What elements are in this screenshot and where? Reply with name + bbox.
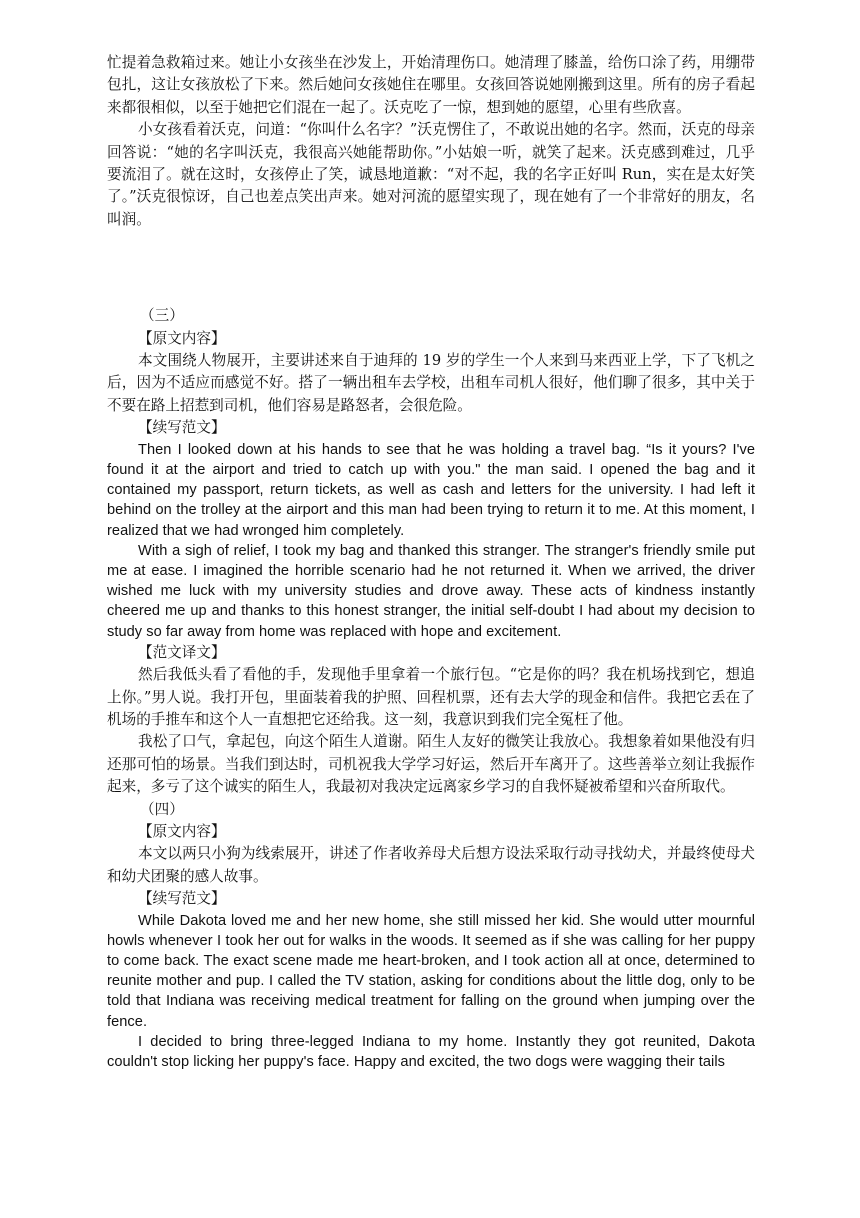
story-paragraph-1: 忙提着急救箱过来。她让小女孩坐在沙发上，开始清理伤口。她清理了膝盖，给伤口涂了药，用绷带包扎，这让女孩放松了下来。然后她问女孩她住在哪里。女孩回答说她刚搬到这里。所有的房子看起来都很相似，以至于她把它们混在一起了。沃克吃了一惊，想到她的愿望，心里有些欣喜。: [107, 54, 755, 116]
original-summary-paragraph-4: 本文以两只小狗为线索展开，讲述了作者收养母犬后想方设法采取行动寻找幼犬，并最终使母犬和幼犬团聚的感人故事。: [107, 845, 755, 885]
section-gap: [107, 231, 755, 305]
model-essay-paragraph-2: With a sigh of relief, I took my bag and thanked this stranger. The stranger's friendly smile put me at ease. I imagined the horrible scenario had he not returned it. When we arrived, the driver wished me luck with my university studies and drove away. These acts of kindness instantly cheered me up and thanks to this honest stranger, the initial self-doubt I had about my decision to study so far away from home was replaced with hope and excitement.: [107, 542, 755, 640]
section-number-4: （四）: [140, 800, 184, 818]
heading-model-translation: 【范文译文】: [138, 643, 226, 661]
model-essay-paragraph-1: Then I looked down at his hands to see that he was holding a travel bag. “Is it yours? I've found it at the airport and tried to catch up with you." the man said. I opened the bag and it contained my passport, return tickets, as well as cash and letters for the university. I had left it behind on the trolley at the airport and this man had been trying to return it to me. At this moment, I realized that we had wronged him completely.: [107, 441, 755, 539]
document-page: [107, 52, 755, 1072]
translation-paragraph-1: 然后我低头看了看他的手，发现他手里拿着一个旅行包。“它是你的吗？我在机场找到它，想追上你。”男人说。我打开包，里面装着我的护照、回程机票，还有去大学的现金和信件。我把它丢在了 机场的手推车和这个人一直想把它还给我。这一刻，我意识到我们完全冤枉了他。: [107, 666, 755, 728]
model-essay-paragraph-4-1: While Dakota loved me and her new home, she still missed her kid. She would utter mournful howls whenever I took her out for walks in the woods. It seemed as if she was calling for her puppy to come back. The exact scene made me heart-broken, and I took action all at once, determined to reunite mother and pup. I called the TV station, asking for conditions about the little dog, only to be told that Indiana was receiving medical treatment for falling on the ground when jumping over the fence.: [107, 912, 755, 1030]
heading-model-continuation-4: 【续写范文】: [138, 890, 226, 908]
story-paragraph-2: 小女孩看着沃克，问道：“你叫什么名字？”沃克愣住了，不敢说出她的名字。然而，沃克的母亲回答说：“她的名字叫沃克，我很高兴她能帮助你。”小姑娘一听，就笑了起来。沃克感到难过，几乎要流泪了。就在这时，女孩停止了笑，诚恳地道歉：“对不起，我的名字正好叫 Run，实在是太好笑了。”沃克很惊讶，自己也差点笑出声来。她对河流的愿望实现了，现在她有了一个非常好的朋友，名叫润。: [107, 121, 755, 228]
translation-paragraph-2: 我松了口气，拿起包，向这个陌生人道谢。陌生人友好的微笑让我放心。我想象着如果他没有归还那可怕的场景。当我们到达时，司机祝我大学学习好运，然后开车离开了。这些善举立刻让我振作起来，多亏了这个诚实的陌生人，我最初对我决定远离家乡学习的自我怀疑被希望和兴奋所取代。: [107, 733, 755, 796]
model-essay-paragraph-4-2: I decided to bring three-legged Indiana to my home. Instantly they got reunited, Dakota couldn't stop licking her puppy's face. Happy and excited, the two dogs were wagging their tails: [107, 1033, 755, 1071]
section-number-3: （三）: [140, 307, 184, 325]
heading-original-content-4: 【原文内容】: [138, 822, 226, 840]
original-summary-paragraph: 本文围绕人物展开，主要讲述来自于迪拜的 19 岁的学生一个人来到马来西亚上学，下了飞机之后，因为不适应而感觉不好。搭了一辆出租车去学校，出租车司机人很好，他们聊了很多，其中关于不要在路上招惹到司机，他们容易是路怒者，会很危险。: [107, 352, 755, 414]
heading-model-continuation: 【续写范文】: [138, 419, 226, 437]
heading-original-content: 【原文内容】: [138, 329, 226, 347]
